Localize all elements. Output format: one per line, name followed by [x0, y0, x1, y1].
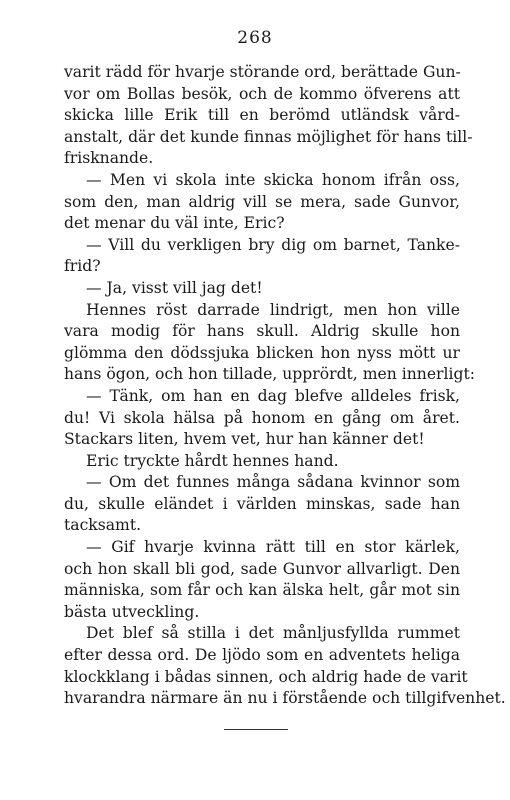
- text-line: klockklang i bådas sinnen, och aldrig hade de varit: [64, 667, 468, 686]
- text-line: varit rädd för hvarje störande ord, berättade Gun-: [64, 63, 461, 81]
- text-line: hvarandra närmare än nu i förstående och tillgifvenhet.: [64, 689, 506, 708]
- page-number: 268: [237, 28, 273, 48]
- text-line: glömma den dödssjuka blicken hon nyss mött ur: [64, 343, 460, 362]
- text-line: Hennes röst darrade lindrigt, men hon ville: [86, 300, 460, 319]
- text-line: människa, som får och kan älska helt, går mot sin: [64, 581, 460, 600]
- text-line: Stackars liten, hvem vet, hur han känner det!: [64, 430, 425, 449]
- text-line: skicka lille Erik till en berömd utländsk vård-: [64, 106, 460, 125]
- text-line: du, skulle eländet i världen minskas, sade han: [64, 494, 460, 513]
- text-line: frisknande.: [64, 149, 154, 168]
- text-line: — Ja, visst vill jag det!: [86, 278, 263, 297]
- text-line: — Gif hvarje kvinna rätt till en stor kärlek,: [86, 538, 460, 557]
- text-line: och hon skall bli god, sade Gunvor allvarligt. Den: [64, 559, 460, 578]
- text-line: Eric tryckte hårdt hennes hand.: [86, 451, 339, 470]
- text-line: som den, man aldrig vill se mera, sade Gunvor,: [64, 192, 460, 211]
- end-rule: [224, 729, 288, 730]
- text-line: du! Vi skola hälsa på honom en gång om året.: [64, 408, 460, 427]
- text-line: anstalt, där det kunde finnas möjlighet för hans till-: [64, 127, 473, 146]
- text-line: Det blef så stilla i det månljusfyllda rummet: [86, 624, 460, 643]
- text-line: tacksamt.: [64, 516, 142, 535]
- body-text: [64, 62, 506, 710]
- text-line: bästa utveckling.: [64, 602, 200, 621]
- text-line: vara modig för hans skull. Aldrig skulle hon: [64, 322, 460, 341]
- text-line: vor om Bollas besök, och de kommo öfverens att: [64, 84, 460, 103]
- text-line: hans ögon, och hon tillade, upprördt, men innerligt:: [64, 365, 475, 384]
- text-line: frid?: [64, 257, 101, 276]
- text-line: — Vill du verkligen bry dig om barnet, Tanke-: [86, 235, 460, 254]
- text-line: — Om det funnes många sådana kvinnor som: [86, 473, 460, 492]
- text-line: — Men vi skola inte skicka honom ifrån oss,: [86, 170, 460, 189]
- text-line: det menar du väl inte, Eric?: [64, 214, 285, 233]
- text-line: — Tänk, om han en dag blefve alldeles frisk,: [86, 386, 460, 405]
- text-line: efter dessa ord. De ljödo som en adventets heliga: [64, 646, 460, 665]
